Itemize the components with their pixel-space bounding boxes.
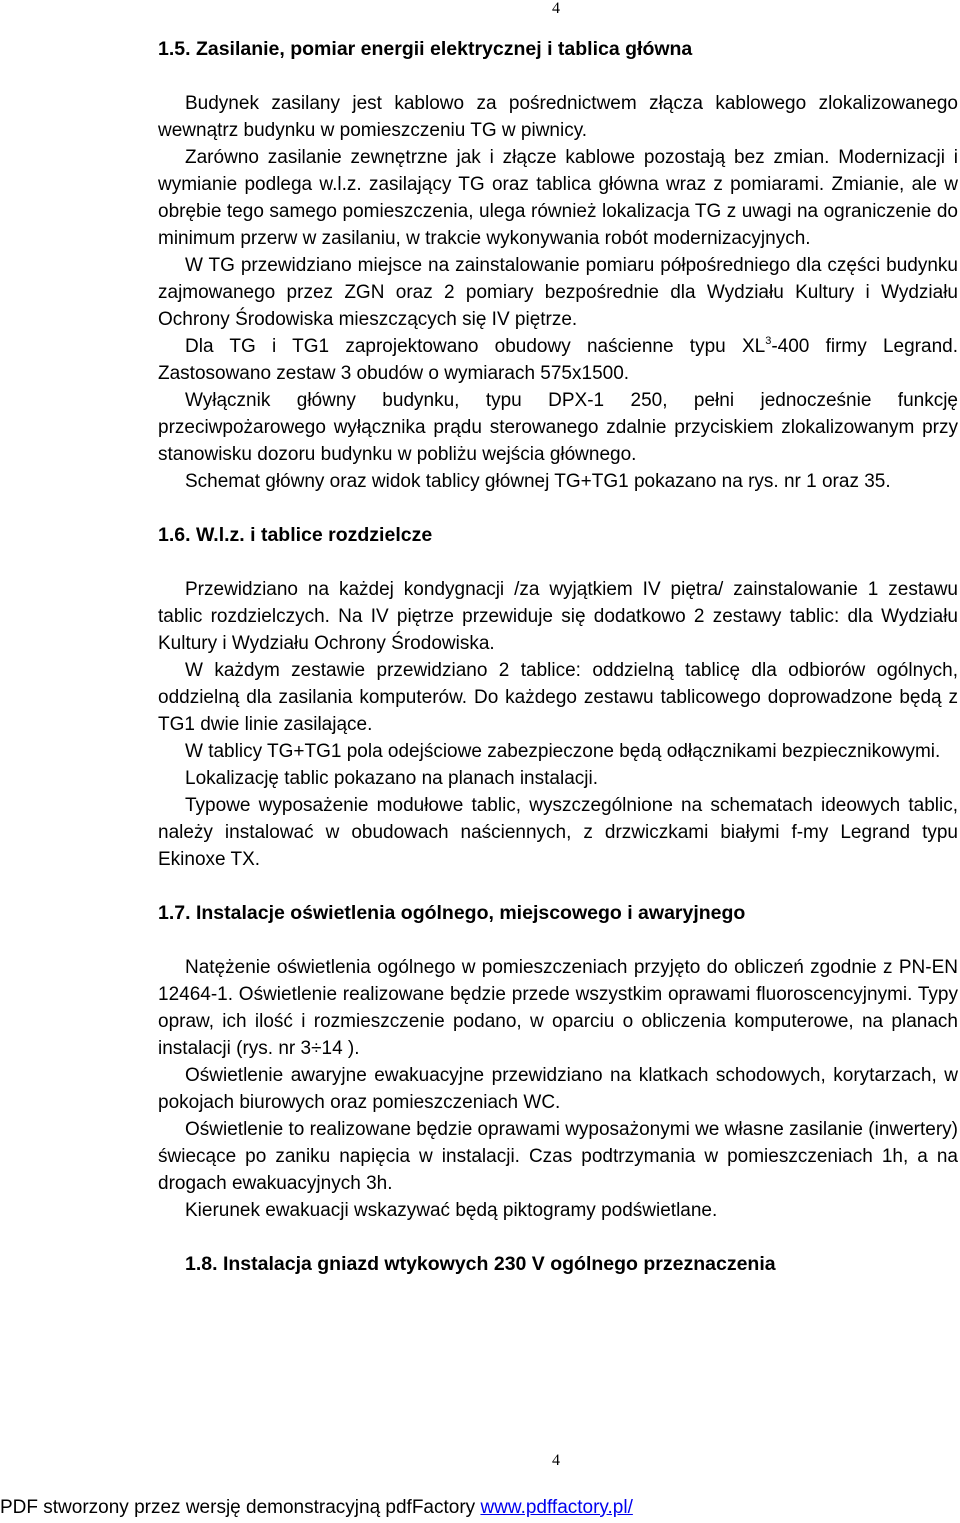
paragraph: W tablicy TG+TG1 pola odejściowe zabezpieczone będą odłącznikami bezpiecznikowymi. xyxy=(185,741,941,762)
paragraph: Typowe wyposażenie modułowe tablic, wyszczególnione na schematach ideowych tablic, należy instalować w obudowach naściennych, z drzwiczkami białymi f-my Legrand typu Ekinoxe TX. xyxy=(158,795,958,870)
paragraph: Kierunek ewakuacji wskazywać będą piktogramy podświetlane. xyxy=(185,1200,718,1221)
section-heading-1-8: 1.8. Instalacja gniazd wtykowych 230 V ogólnego przeznaczenia xyxy=(185,1253,776,1275)
paragraph: Natężenie oświetlenia ogólnego w pomieszczeniach przyjęto do obliczeń zgodnie z PN-EN 12464-1. Oświetlenie realizowane będzie przede wszystkim oprawami fluoroscencyjnymi. Typy opraw, ich ilość i rozmieszczenie podano, w oparciu o obliczenia komputerowe, na planach instalacji (rys. nr 3÷14 ). xyxy=(158,957,958,1059)
paragraph: Oświetlenie to realizowane będzie oprawami wyposażonymi we własne zasilanie (inwertery) świecące po zaniku napięcia w instalacji. Czas podtrzymania w pomieszczeniach 1h, a na drogach ewakuacyjnych 3h. xyxy=(158,1119,959,1194)
paragraph: Lokalizację tablic pokazano na planach instalacji. xyxy=(185,768,598,789)
text-segment: -400 firmy Legrand. Zastosowano zestaw 3 obudów o wymiarach 575x1500. xyxy=(158,336,958,384)
paragraph: Budynek zasilany jest kablowo za pośrednictwem złącza kablowego zlokalizowanego wewnątrz budynku w pomieszczeniu TG w piwnicy. xyxy=(158,93,958,141)
footer-link[interactable]: www.pdffactory.pl/ xyxy=(480,1497,633,1518)
paragraph: Zarówno zasilanie zewnętrzne jak i złącze kablowe pozostają bez zmian. Modernizacji i wymianie podlega w.l.z. zasilający TG oraz tablica główna wraz z pomiarami. Zmianie, ale w obrębie tego samego pomieszczenia, ulega również lokalizacja TG z uwagi na ograniczenie do minimum przerw w zasilaniu, w trakcie wykonywania robót modernizacyjnych. xyxy=(158,147,958,249)
section-heading-1-5: 1.5. Zasilanie, pomiar energii elektrycznej i tablica główna xyxy=(158,38,693,60)
paragraph: W każdym zestawie przewidziano 2 tablice: oddzielną tablicę dla odbiorów ogólnych, oddzielną dla zasilania komputerów. Do każdego zestawu tablicowego doprowadzone będą z TG1 dwie linie zasilające. xyxy=(158,660,958,735)
text-segment: Dla TG i TG1 zaprojektowano obudowy naścienne typu XL xyxy=(185,336,766,357)
paragraph-enclosures xyxy=(158,333,958,387)
section-heading-1-7: 1.7. Instalacje oświetlenia ogólnego, miejscowego i awaryjnego xyxy=(158,902,746,924)
paragraph: W TG przewidziano miejsce na zainstalowanie pomiaru półpośredniego dla części budynku zajmowanego przez ZGN oraz 2 pomiary bezpośrednie dla Wydziału Kultury i Wydziału Ochrony Środowiska mieszczących się IV piętrze. xyxy=(158,255,958,330)
paragraph: Schemat główny oraz widok tablicy głównej TG+TG1 pokazano na rys. nr 1 oraz 35. xyxy=(185,471,891,492)
page-number-bottom: 4 xyxy=(552,1452,560,1469)
document-body xyxy=(158,36,958,1278)
paragraph: Przewidziano na każdej kondygnacji /za wyjątkiem IV piętra/ zainstalowanie 1 zestawu tablic rozdzielczych. Na IV piętrze przewiduje się dodatkowo 2 zestawy tablic: dla Wydziału Kultury i Wydziału Ochrony Środowiska. xyxy=(158,579,958,654)
paragraph: Wyłącznik główny budynku, typu DPX-1 250, pełni jednocześnie funkcję przeciwpożarowego wyłącznika prądu sterowanego zdalnie przyciskiem zlokalizowanym przy stanowisku dozoru budynku w pobliżu wejścia głównego. xyxy=(158,390,958,465)
paragraph: Oświetlenie awaryjne ewakuacyjne przewidziano na klatkach schodowych, korytarzach, w pokojach biurowych oraz pomieszczeniach WC. xyxy=(158,1065,958,1113)
pdf-footer xyxy=(0,1497,960,1519)
page-number-top: 4 xyxy=(552,0,560,17)
section-heading-1-6: 1.6. W.l.z. i tablice rozdzielcze xyxy=(158,524,433,546)
superscript: 3 xyxy=(765,335,772,347)
footer-text: PDF stworzony przez wersję demonstracyjną pdfFactory xyxy=(0,1497,481,1518)
